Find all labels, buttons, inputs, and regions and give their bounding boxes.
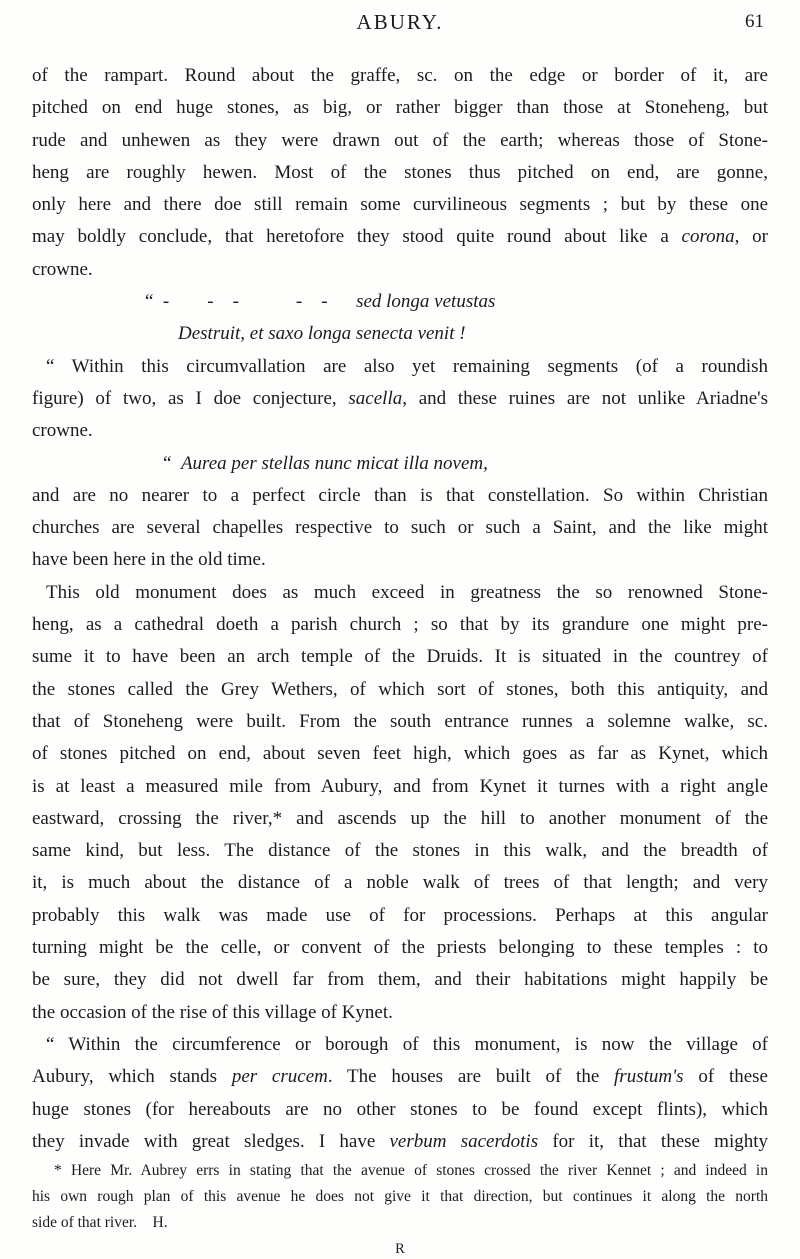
text-line: the stones called the Grey Wethers, of which sort of stones, both this antiquity, and xyxy=(32,678,768,700)
text-line: of the rampart. Round about the graffe, sc. on the edge or border of it, are xyxy=(32,65,768,86)
text-line: they invade with great sledges. I have verbum sacerdotis for it, that these mighty xyxy=(32,1130,768,1152)
text-line: eastward, crossing the river,* and ascends up the hill to another monument of the xyxy=(32,807,768,829)
text-line: pitched on end huge stones, as big, or rather bigger than those at Stoneheng, but xyxy=(32,97,768,119)
page-header xyxy=(32,10,768,34)
text-line: of stones pitched on end, about seven feet high, which goes as far as Kynet, which xyxy=(32,743,768,765)
text-line: “ Aurea per stellas nunc micat illa novem, xyxy=(163,452,488,474)
footnote-line: his own rough plan of this avenue he does not give it that direction, but continues it along the north xyxy=(32,1188,768,1206)
text-line: probably this walk was made use of for processions. Perhaps at this angular xyxy=(32,904,768,926)
text-line: “ Within the circumference or borough of this monument, is now the village of xyxy=(46,1033,768,1055)
text-line: heng, as a cathedral doeth a parish church ; so that by its grandure one might pre- xyxy=(32,614,768,636)
text-line: same kind, but less. The distance of the stones in this walk, and the breadth of xyxy=(32,840,768,862)
signature-mark: R xyxy=(395,1241,405,1258)
text-line: the occasion of the rise of this village of Kynet. xyxy=(32,1001,393,1023)
text-line: Destruit, et saxo longa senecta venit ! xyxy=(178,323,466,345)
text-line: heng are roughly hewen. Most of the stones thus pitched on end, are gonne, xyxy=(32,161,768,183)
text-line: This old monument does as much exceed in greatness the so renowned Stone- xyxy=(46,581,768,603)
text-line: be sure, they did not dwell far from them, and their habitations might happily be xyxy=(32,969,768,991)
text-line: churches are several chapelles respective to such or such a Saint, and the like might xyxy=(32,517,768,539)
text-line: rude and unhewen as they were drawn out of the earth; whereas those of Stone- xyxy=(32,129,768,151)
footnote-line: * Here Mr. Aubrey errs in stating that the avenue of stones crossed the river Kennet ; and indeed in xyxy=(54,1162,768,1180)
text-line: crowne. xyxy=(32,420,93,442)
text-line: Aubury, which stands per crucem. The houses are built of the frustum's of these xyxy=(32,1066,768,1088)
text-line: may boldly conclude, that heretofore they stood quite round about like a corona, or xyxy=(32,226,768,248)
text-line: huge stones (for hereabouts are no other stones to be found except flints), which xyxy=(32,1098,768,1120)
text-line: “ - - - - - sed longa vetustas xyxy=(145,291,496,313)
footnote xyxy=(32,1158,768,1236)
text-line: and are no nearer to a perfect circle than is that constellation. So within Christian xyxy=(32,484,768,506)
text-line: “ Within this circumvallation are also yet remaining segments (of a roundish xyxy=(46,355,768,377)
text-line: sume it to have been an arch temple of the Druids. It is situated in the countrey of xyxy=(32,646,768,668)
text-line: only here and there doe still remain some curvilineous segments ; but by these one xyxy=(32,194,768,216)
footnote-line: side of that river. H. xyxy=(32,1214,168,1232)
text-line: that of Stoneheng were built. From the south entrance runnes a solemne walke, sc. xyxy=(32,710,768,732)
text-line: turning might be the celle, or convent of the priests belonging to these temples : to xyxy=(32,937,768,959)
body-text xyxy=(32,60,768,1158)
text-line: crowne. xyxy=(32,258,93,280)
text-line: have been here in the old time. xyxy=(32,549,266,571)
text-line: is at least a measured mile from Aubury, and from Kynet it turnes with a right angle xyxy=(32,775,768,797)
text-line: figure) of two, as I doe conjecture, sacella, and these ruines are not unlike Ariadne's xyxy=(32,387,768,409)
page-number: 61 xyxy=(745,11,764,32)
page-title: ABURY. xyxy=(356,10,444,34)
text-line: it, is much about the distance of a noble walk of trees of that length; and very xyxy=(32,872,768,894)
